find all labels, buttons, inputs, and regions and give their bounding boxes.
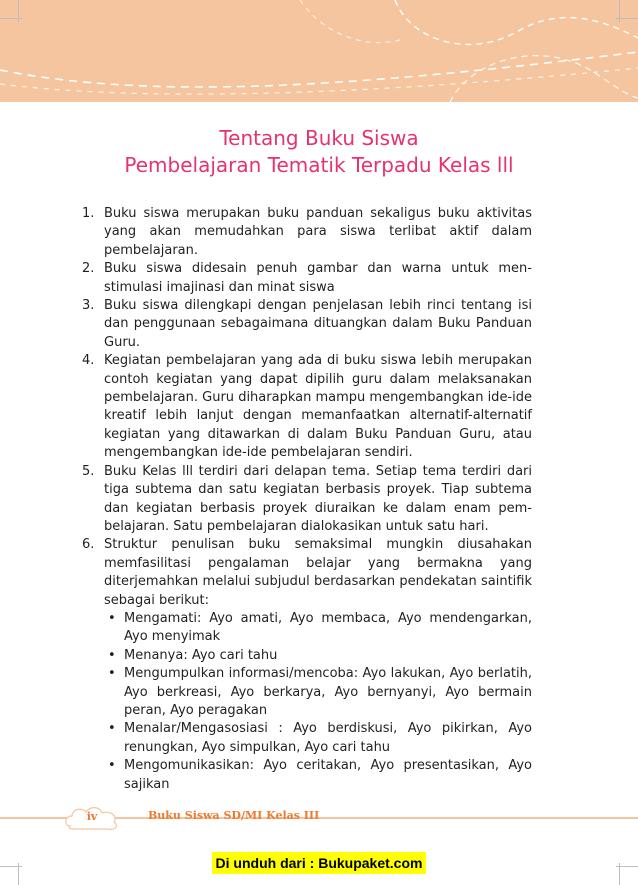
bullet-item bbox=[104, 610, 532, 647]
numbered-list bbox=[82, 205, 532, 794]
list-item bbox=[82, 297, 532, 352]
bullet-list bbox=[104, 610, 532, 794]
crop-mark bbox=[0, 18, 22, 19]
item-number: 6. bbox=[82, 537, 95, 553]
item-number: 4. bbox=[82, 353, 95, 369]
list-item bbox=[82, 260, 532, 297]
download-notice: Di unduh dari : Bukupaket.com bbox=[212, 852, 426, 874]
bullet-item bbox=[104, 720, 532, 757]
list-item bbox=[82, 536, 532, 794]
bullet-item bbox=[104, 757, 532, 794]
bullet-icon: • bbox=[108, 610, 116, 626]
footer-book-title: Buku Siswa SD/MI Kelas III bbox=[148, 809, 320, 822]
bullet-icon: • bbox=[108, 758, 116, 774]
item-text: Struktur penulisan buku semaksimal mungkin diusahakan memfasilitasi pengalaman belajar yang bermakna yang diterjemahkan melalui subjudul berdasarkan pendekatan saintifik sebagai berikut: bbox=[104, 537, 532, 608]
crop-mark bbox=[616, 866, 638, 867]
main-content bbox=[82, 205, 532, 794]
bullet-item bbox=[104, 647, 532, 665]
item-text: Buku siswa merupakan buku panduan sekaligus buku aktivitas yang akan memudahkan para siswa terlibat aktif dalam pembelajaran. bbox=[104, 206, 532, 258]
list-item bbox=[82, 352, 532, 462]
bullet-text: Menanya: Ayo cari tahu bbox=[124, 647, 278, 663]
header-decoration-band bbox=[0, 0, 638, 102]
bullet-icon: • bbox=[108, 647, 116, 663]
bullet-icon: • bbox=[108, 666, 116, 682]
bullet-item bbox=[104, 665, 532, 720]
crop-mark bbox=[616, 18, 638, 19]
item-number: 2. bbox=[82, 261, 95, 277]
decorative-swirl-lines bbox=[0, 0, 638, 102]
bullet-text: Mengumpulkan informasi/mencoba: Ayo lakukan, Ayo berlatih, Ayo berkreasi, Ayo berkarya, Ayo bernyanyi, Ayo bermain peran, Ayo peragakan bbox=[124, 666, 532, 718]
bullet-text: Mengamati: Ayo amati, Ayo membaca, Ayo mendengarkan, Ayo menyimak bbox=[124, 610, 532, 645]
bullet-text: Menalar/Mengasosiasi : Ayo berdiskusi, Ayo pikirkan, Ayo renungkan, Ayo simpulkan, Ayo cari tahu bbox=[124, 721, 532, 755]
crop-mark bbox=[0, 866, 22, 867]
page-subtitle: Pembelajaran Tematik Terpadu Kelas lll bbox=[124, 153, 514, 177]
item-number: 1. bbox=[82, 206, 95, 221]
item-text: Buku siswa dilengkapi dengan penjelasan lebih rinci tentang isi dan penggunaan sebagaimana dituangkan dalam Buku Panduan Guru. bbox=[104, 298, 532, 350]
item-number: 3. bbox=[82, 298, 95, 314]
item-text: Kegiatan pembelajaran yang ada di buku siswa lebih merupakan contoh kegiatan yang dapat dipilih guru dalam melaksanakan pembelajaran. Guru diharapkan mampu mengembangkan ide-ide kreatif lebih lanjut dengan memanfaatkan alternatif-alternatif kegiatan yang ditawarkan di dalam Buku Panduan Guru, atau mengembangkan ide-ide pembelajaran sendiri. bbox=[104, 353, 532, 461]
list-item bbox=[82, 463, 532, 537]
list-item bbox=[82, 205, 532, 260]
bullet-icon: • bbox=[108, 721, 116, 737]
item-text: Buku siswa didesain penuh gambar dan warna untuk men-stimulasi imajinasi dan minat siswa bbox=[104, 261, 532, 295]
page-number: iv bbox=[86, 810, 98, 823]
item-number: 5. bbox=[82, 463, 95, 479]
bullet-text: Mengomunikasikan: Ayo ceritakan, Ayo presentasikan, Ayo sajikan bbox=[124, 758, 532, 792]
item-text: Buku Kelas lll terdiri dari delapan tema. Setiap tema terdiri dari tiga subtema dan satu kegiatan berbasis proyek. Tiap subtema dan kegiatan berbasis proyek diuraikan ke dalam enam pem-belajaran. Satu pembelajaran dialokasikan untuk satu hari. bbox=[104, 463, 532, 534]
page-title: Tentang Buku Siswa bbox=[219, 126, 419, 150]
